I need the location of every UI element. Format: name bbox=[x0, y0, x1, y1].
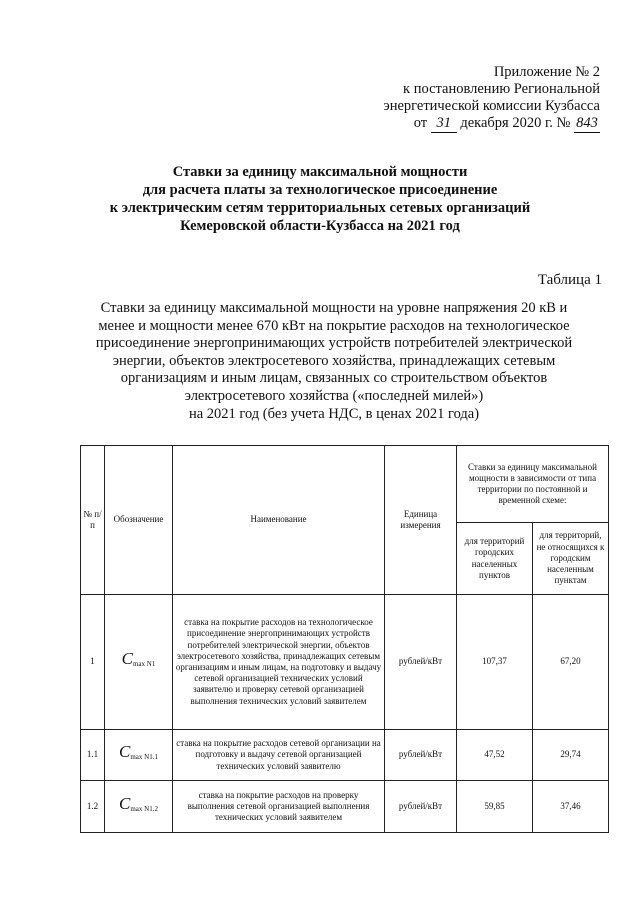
row-num: 1 bbox=[81, 595, 105, 730]
row-nonurban-value: 67,20 bbox=[533, 595, 609, 730]
appendix-header bbox=[340, 64, 600, 133]
row-urban-value: 59,85 bbox=[457, 781, 533, 833]
header-designation: Обозначение bbox=[105, 446, 173, 595]
date-day: 31 bbox=[431, 115, 457, 133]
appendix-date-line bbox=[340, 115, 600, 133]
rate-symbol: C bbox=[119, 793, 131, 813]
table-row bbox=[81, 595, 609, 730]
table-subtitle bbox=[60, 300, 608, 423]
row-num: 1.2 bbox=[81, 781, 105, 833]
rate-symbol: C bbox=[119, 742, 131, 762]
appendix-commission: энергетической комиссии Кузбасса bbox=[383, 98, 600, 114]
row-designation bbox=[105, 730, 173, 781]
rates-table bbox=[80, 445, 609, 833]
subtitle-line: присоединение энергопринимающих устройств потребителей электрической bbox=[95, 335, 573, 352]
subtitle-line: на 2021 год (без учета НДС, в ценах 2021 года) bbox=[188, 405, 480, 422]
date-prefix: от bbox=[413, 115, 428, 131]
header-nonurban: для территорий, не относящихся к городским населенным пунктам bbox=[533, 523, 609, 595]
title-line: Ставки за единицу максимальной мощности bbox=[172, 164, 468, 180]
resolution-number: 843 bbox=[574, 115, 600, 133]
row-nonurban-value: 37,46 bbox=[533, 781, 609, 833]
appendix-resolution-ref: к постановлению Региональной bbox=[403, 81, 600, 97]
title-line: к электрическим сетям территориальных сетевых организаций bbox=[109, 200, 531, 216]
row-name: ставка на покрытие расходов на технологическое присоединение энергопринимающих устройств потребителей электрической энергии, объектов электросетевого хозяйства, принадлежащих сетевым организациям и иным лицам, на подготовку и выдачу сетевой организацией технических условий заявителю и проверку сетевой организацией выполнения технических условий заявителем bbox=[173, 595, 385, 730]
row-nonurban-value: 29,74 bbox=[533, 730, 609, 781]
table-row bbox=[81, 730, 609, 781]
header-unit: Единица измерения bbox=[385, 446, 457, 595]
header-rates: Ставки за единицу максимальной мощности в зависимости от типа территории по постоянной и временной схеме: bbox=[457, 446, 609, 523]
row-unit: рублей/кВт bbox=[385, 730, 457, 781]
table-row bbox=[81, 781, 609, 833]
row-unit: рублей/кВт bbox=[385, 595, 457, 730]
table-label: Таблица 1 bbox=[537, 272, 602, 288]
row-num: 1.1 bbox=[81, 730, 105, 781]
title-line: для расчета платы за технологическое присоединение bbox=[142, 182, 498, 198]
subtitle-line: организациям и иным лицам, связанных со строительством объектов bbox=[120, 370, 548, 387]
rate-symbol: C bbox=[121, 649, 133, 669]
document-title bbox=[40, 163, 600, 235]
row-name: ставка на покрытие расходов сетевой организации на подготовку и выдачу сетевой организацией технических условий заявителю bbox=[173, 730, 385, 781]
appendix-title: Приложение № 2 bbox=[493, 64, 600, 80]
subtitle-line: Ставки за единицу максимальной мощности на уровне напряжения 20 кВ и bbox=[100, 300, 568, 316]
subtitle-line: электросетевого хозяйства («последней милей») bbox=[184, 387, 484, 404]
rate-subscript: max N1.1 bbox=[130, 753, 158, 762]
row-name: ставка на покрытие расходов на проверку выполнения сетевой организацией выполнения технических условий заявителем bbox=[173, 781, 385, 833]
header-urban: для территорий городских населенных пунктов bbox=[457, 523, 533, 595]
row-urban-value: 47,52 bbox=[457, 730, 533, 781]
title-line: Кемеровской области-Кузбасса на 2021 год bbox=[180, 218, 460, 234]
header-name: Наименование bbox=[173, 446, 385, 595]
date-rest: декабря 2020 г. № bbox=[460, 115, 571, 131]
row-designation bbox=[105, 595, 173, 730]
row-designation bbox=[105, 781, 173, 833]
row-unit: рублей/кВт bbox=[385, 781, 457, 833]
row-urban-value: 107,37 bbox=[457, 595, 533, 730]
rate-subscript: max N1 bbox=[132, 660, 156, 669]
header-num: № п/п bbox=[81, 446, 105, 595]
rate-subscript: max N1.2 bbox=[130, 804, 158, 813]
subtitle-line: энергии, объектов электросетевого хозяйства, принадлежащих сетевым bbox=[112, 352, 556, 369]
subtitle-line: менее и мощности менее 670 кВт на покрытие расходов на технологическое bbox=[98, 317, 570, 334]
